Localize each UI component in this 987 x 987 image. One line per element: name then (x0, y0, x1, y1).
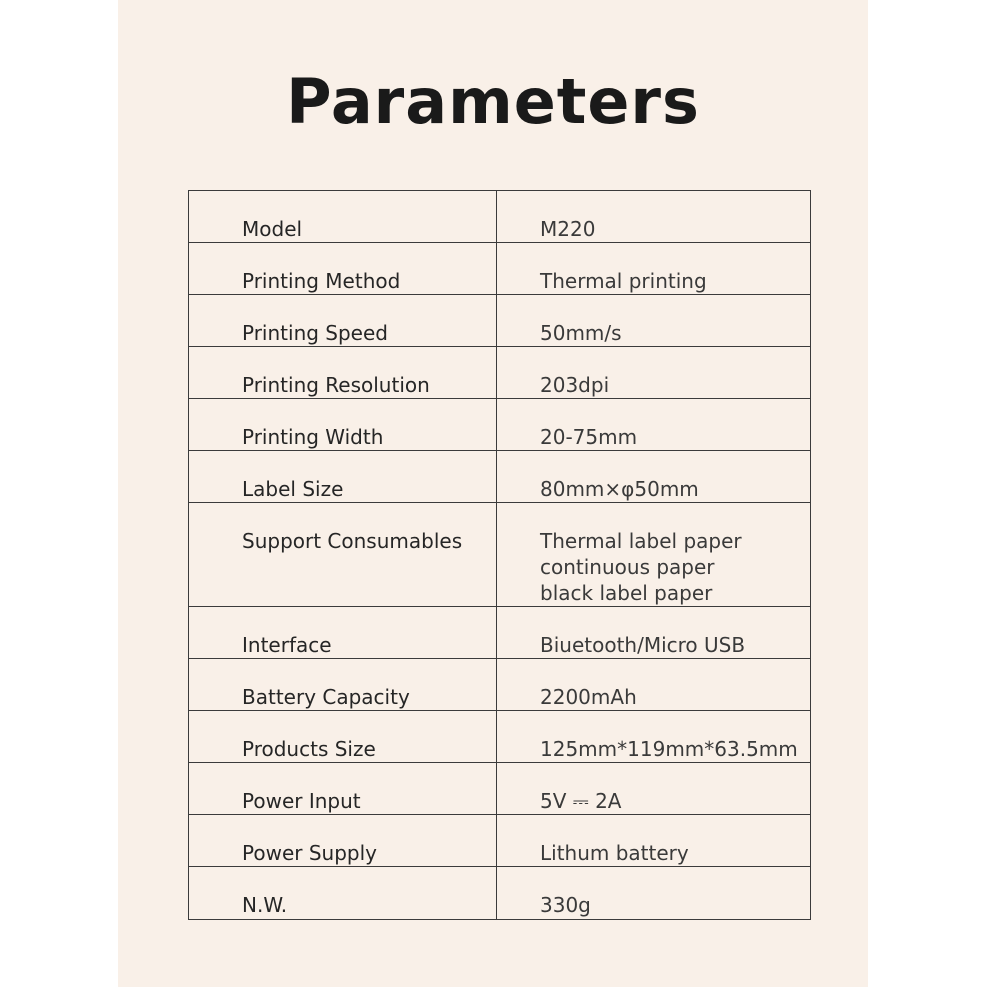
spec-label-label-size: Label Size (242, 477, 344, 501)
parameters-table (188, 190, 811, 920)
table-row (189, 295, 811, 347)
table-row (189, 399, 811, 451)
spec-label-printing-speed: Printing Speed (242, 321, 388, 345)
spec-value-printing-resolution: 203dpi (540, 373, 610, 397)
spec-value-products-size: 125mm*119mm*63.5mm (540, 737, 798, 761)
spec-label-battery-capacity: Battery Capacity (242, 685, 410, 709)
spec-label-model: Model (242, 217, 303, 241)
spec-value-battery-capacity: 2200mAh (540, 685, 637, 709)
spec-value-power-input: 5V ⎓ 2A (540, 789, 622, 813)
spec-label-support-consumables: Support Consumables (242, 529, 463, 553)
table-row (189, 659, 811, 711)
table-row (189, 347, 811, 399)
spec-label-products-size: Products Size (242, 737, 376, 761)
spec-value-interface: Biuetooth/Micro USB (540, 633, 746, 657)
table-row (189, 243, 811, 295)
table-row (189, 763, 811, 815)
spec-value-model: M220 (540, 217, 596, 241)
spec-label-power-supply: Power Supply (242, 841, 377, 865)
consumable-line: black label paper (540, 581, 713, 605)
page-title: Parameters (286, 65, 700, 138)
spec-sheet-panel (118, 0, 868, 987)
table-row (189, 867, 811, 920)
table-row (189, 191, 811, 243)
spec-value-printing-method: Thermal printing (540, 269, 707, 293)
spec-label-printing-resolution: Printing Resolution (242, 373, 430, 397)
consumable-line: continuous paper (540, 555, 715, 579)
spec-label-interface: Interface (242, 633, 332, 657)
spec-value-support-consumables (497, 503, 810, 606)
spec-value-printing-speed: 50mm/s (540, 321, 622, 345)
table-row (189, 607, 811, 659)
spec-label-power-input: Power Input (242, 789, 361, 813)
spec-value-printing-width: 20-75mm (540, 425, 638, 449)
table-row (189, 815, 811, 867)
spec-value-power-supply: Lithum battery (540, 841, 689, 865)
table-row (189, 451, 811, 503)
spec-label-printing-width: Printing Width (242, 425, 384, 449)
table-row (189, 711, 811, 763)
spec-value-nw: 330g (540, 893, 591, 917)
table-row (189, 503, 811, 607)
spec-label-printing-method: Printing Method (242, 269, 401, 293)
consumable-line: Thermal label paper (540, 529, 742, 553)
spec-value-label-size: 80mm×φ50mm (540, 477, 699, 501)
spec-label-nw: N.W. (242, 893, 288, 917)
